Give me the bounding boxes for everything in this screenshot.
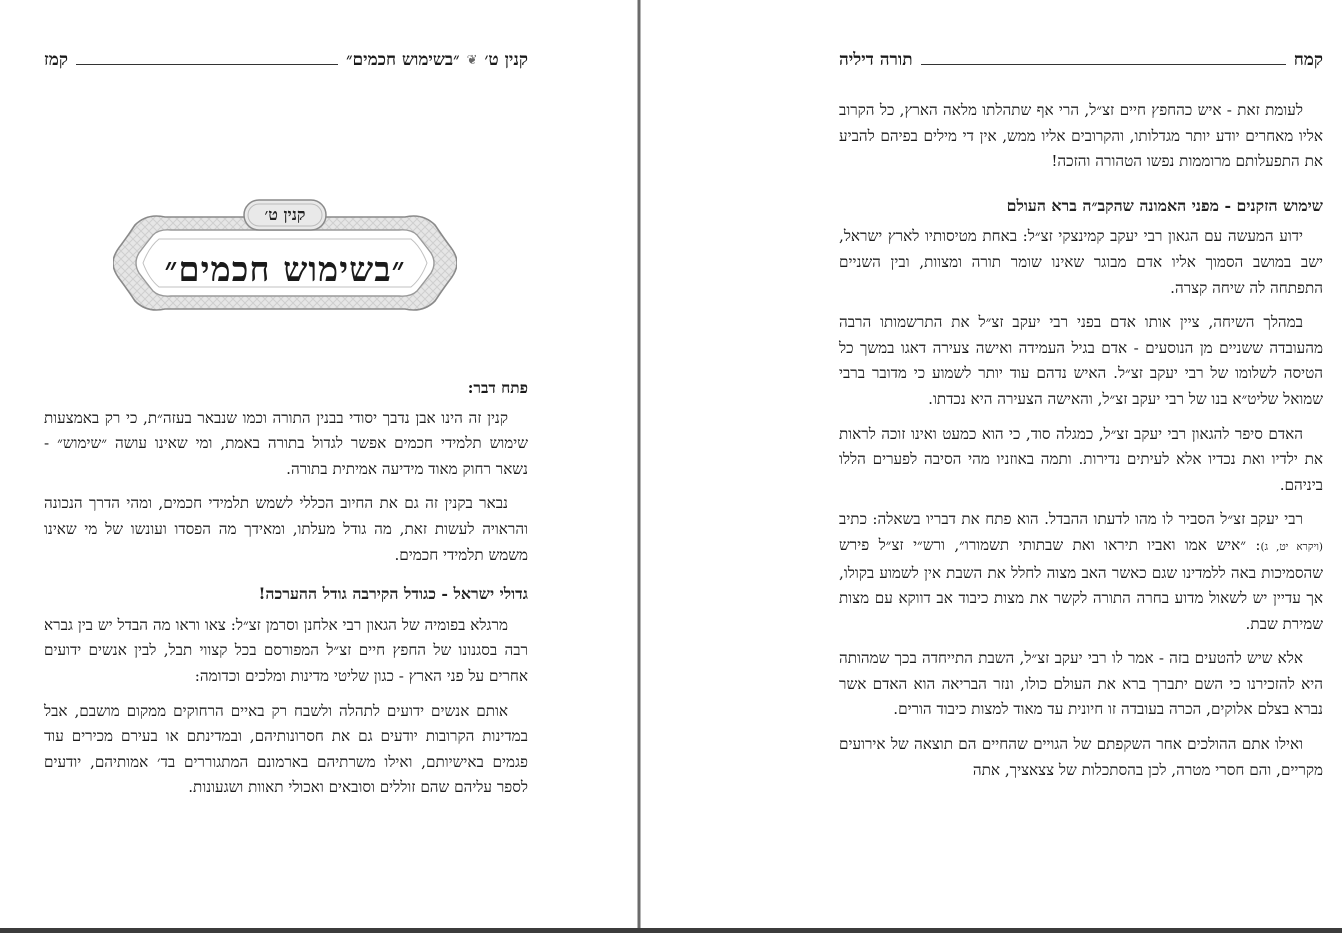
left-page xyxy=(0,0,637,928)
left-running-header xyxy=(44,44,528,70)
left-body xyxy=(44,376,528,810)
paragraph: במהלך השיחה, ציין אותו אדם בפני רבי יעקב זצ״ל את התרשמותו הרבה מהעובדה ששניים מן הנוסעים - אדם בגיל העמידה ואישה צעירה דאגו במשך כל הטיסה לשלומו של רבי יעקב זצ״ל. האיש נדהם עוד יותר לשמוע כי מדובר ברבי שמואל שליט״א בנו של רבי יעקב זצ״ל, והאישה הצעירה היא נכדתו. xyxy=(839,313,1323,408)
right-running-header xyxy=(839,44,1323,70)
right-body xyxy=(839,98,1323,792)
right-page xyxy=(641,0,1342,928)
paragraph: נבאר בקנין זה גם את החיוב הכללי לשמש תלמידי חכמים, ומהי הדרך הנכונה והראויה לעשות זאת, מה גודל מעלתו, ומאידך מה הפסדו ועונשו של מי שאינו משמש תלמידי חכמים. xyxy=(44,494,528,564)
paragraph: אותם אנשים ידועים לתהלה ולשבח רק באיים הרחוקים ממקום מושבם, אבל במדינות הקרובות יודעים גם את חסרונותיהם, ובמדינתם או בעירם מכירים עוד פגמים באישיותם, ואילו משרתיהם בארמונם המתגוררים בד׳ אמותיהם, יודעים לספר עליהם שהם זוללים וסובאים ואכולי תאוות ושגעונות. xyxy=(44,701,528,797)
fleuron-icon: ❦ xyxy=(466,53,478,68)
paragraph-with-reference xyxy=(839,507,1323,637)
bottom-edge xyxy=(0,928,1342,933)
section-heading: גדולי ישראל - כגודל הקירבה גודל ההערכה! xyxy=(258,584,528,604)
paragraph-text: רבי יעקב זצ״ל הסביר לו מהו לדעתו ההבדל. הוא פתח את דבריו בשאלה: כתיב xyxy=(839,510,1303,529)
section-heading: שימוש הזקנים - מפני האמונה שהקב״ה ברא העולם xyxy=(1006,195,1323,215)
paragraph: אלא שיש להטעים בזה - אמר לו רבי יעקב זצ״ל, השבת התייחדה בכך שמהותה היא להזכירנו כי השם יתברך ברא את העולם כולו, ונזר הבריאה הוא האדם אשר נברא בצלם אלוקים, הכרה בעובדה זו חיונית עד מאוד למצות כיבוד הורים. xyxy=(839,649,1323,719)
right-header-title: תורה דיליה xyxy=(839,50,913,70)
paragraph: לעומת זאת - איש כהחפץ חיים זצ״ל, הרי אף שתהלתו מלאה הארץ, כל הקרוב אליו מאחרים יודע יותר מגדלותו, והקרובים אליו ממש, אין די מילים בפיהם להביע את התפעלותם מרוממות נפשו הטהורה והזכה! xyxy=(839,101,1323,171)
left-header-quote: ״בשימוש חכמים״ xyxy=(346,50,460,70)
right-page-number: קמח xyxy=(1293,50,1323,70)
chapter-tag: קנין ט׳ xyxy=(264,205,306,224)
paragraph: ואילו אתם ההולכים אחר השקפתם של הגויים שהחיים הם תוצאה של אירועים מקריים, והם חסרי מטרה, לכן בהסתכלות של צצאציך, אתה xyxy=(839,735,1323,779)
paragraph: ידוע המעשה עם הגאון רבי יעקב קמינצקי זצ״ל: באחת מטיסותיו לארץ ישראל, ישב במושב הסמוך אליו אדם מבוגר שאינו שומר תורה ומצוות, ובין השניים התפתחה לה שיחה קצרה. xyxy=(839,227,1323,297)
left-header-title: קנין ט׳ xyxy=(484,50,528,70)
chapter-title-frame xyxy=(113,199,457,326)
opening-label: פתח דבר: xyxy=(467,379,528,397)
left-page-number: קמז xyxy=(44,50,68,70)
chapter-title: ״בשימוש חכמים״ xyxy=(164,250,406,290)
header-rule xyxy=(921,64,1286,65)
paragraph: מרגלא בפומיה של הגאון רבי אלחנן וסרמן זצ״ל: צאו וראו מה הבדל יש בין גברא רבה בסגנונו של החפץ חיים זצ״ל המפורסם בכל קצווי תבל, לבין אנשים ידועים אחרים על פני הארץ - כגון שליטי מדינות ומלכים וכדומה: xyxy=(44,615,528,685)
paragraph: האדם סיפר להגאון רבי יעקב זצ״ל, כמגלה סוד, כי הוא כמעט ואינו זוכה לראות את ילדיו ואת נכדיו אלא לעיתים נדירות. ותמה באוזניו מהי הסיבה לפערים הללו ביניהם. xyxy=(839,424,1323,494)
paragraph-text: : ״איש אמו ואביו תיראו ואת שבתותי תשמורו״, ורש״י זצ״ל פירש שהסמיכות באה ללמדינו שגם כאשר האב מצוה לחלל את השבת אין לשמוע בקולו, אך עדיין יש לשאול מדוע בחרה התורה לקשר את מצות כיבוד אב דווקא עם מצות שמירת שבת. xyxy=(839,535,1323,633)
header-rule xyxy=(76,64,338,65)
source-reference: (ויקרא יט, ג) xyxy=(1260,540,1323,553)
paragraph: קנין זה הינו אבן נדבך יסודי בבנין התורה וכמו שנבאר בעזה״ת, כי רק באמצעות שימוש תלמידי חכמים אפשר לגדול בתורה באמת, ומי שאינו עושה ״שימוש״ - נשאר רחוק מאוד מידיעה אמיתית בתורה. xyxy=(44,408,528,478)
